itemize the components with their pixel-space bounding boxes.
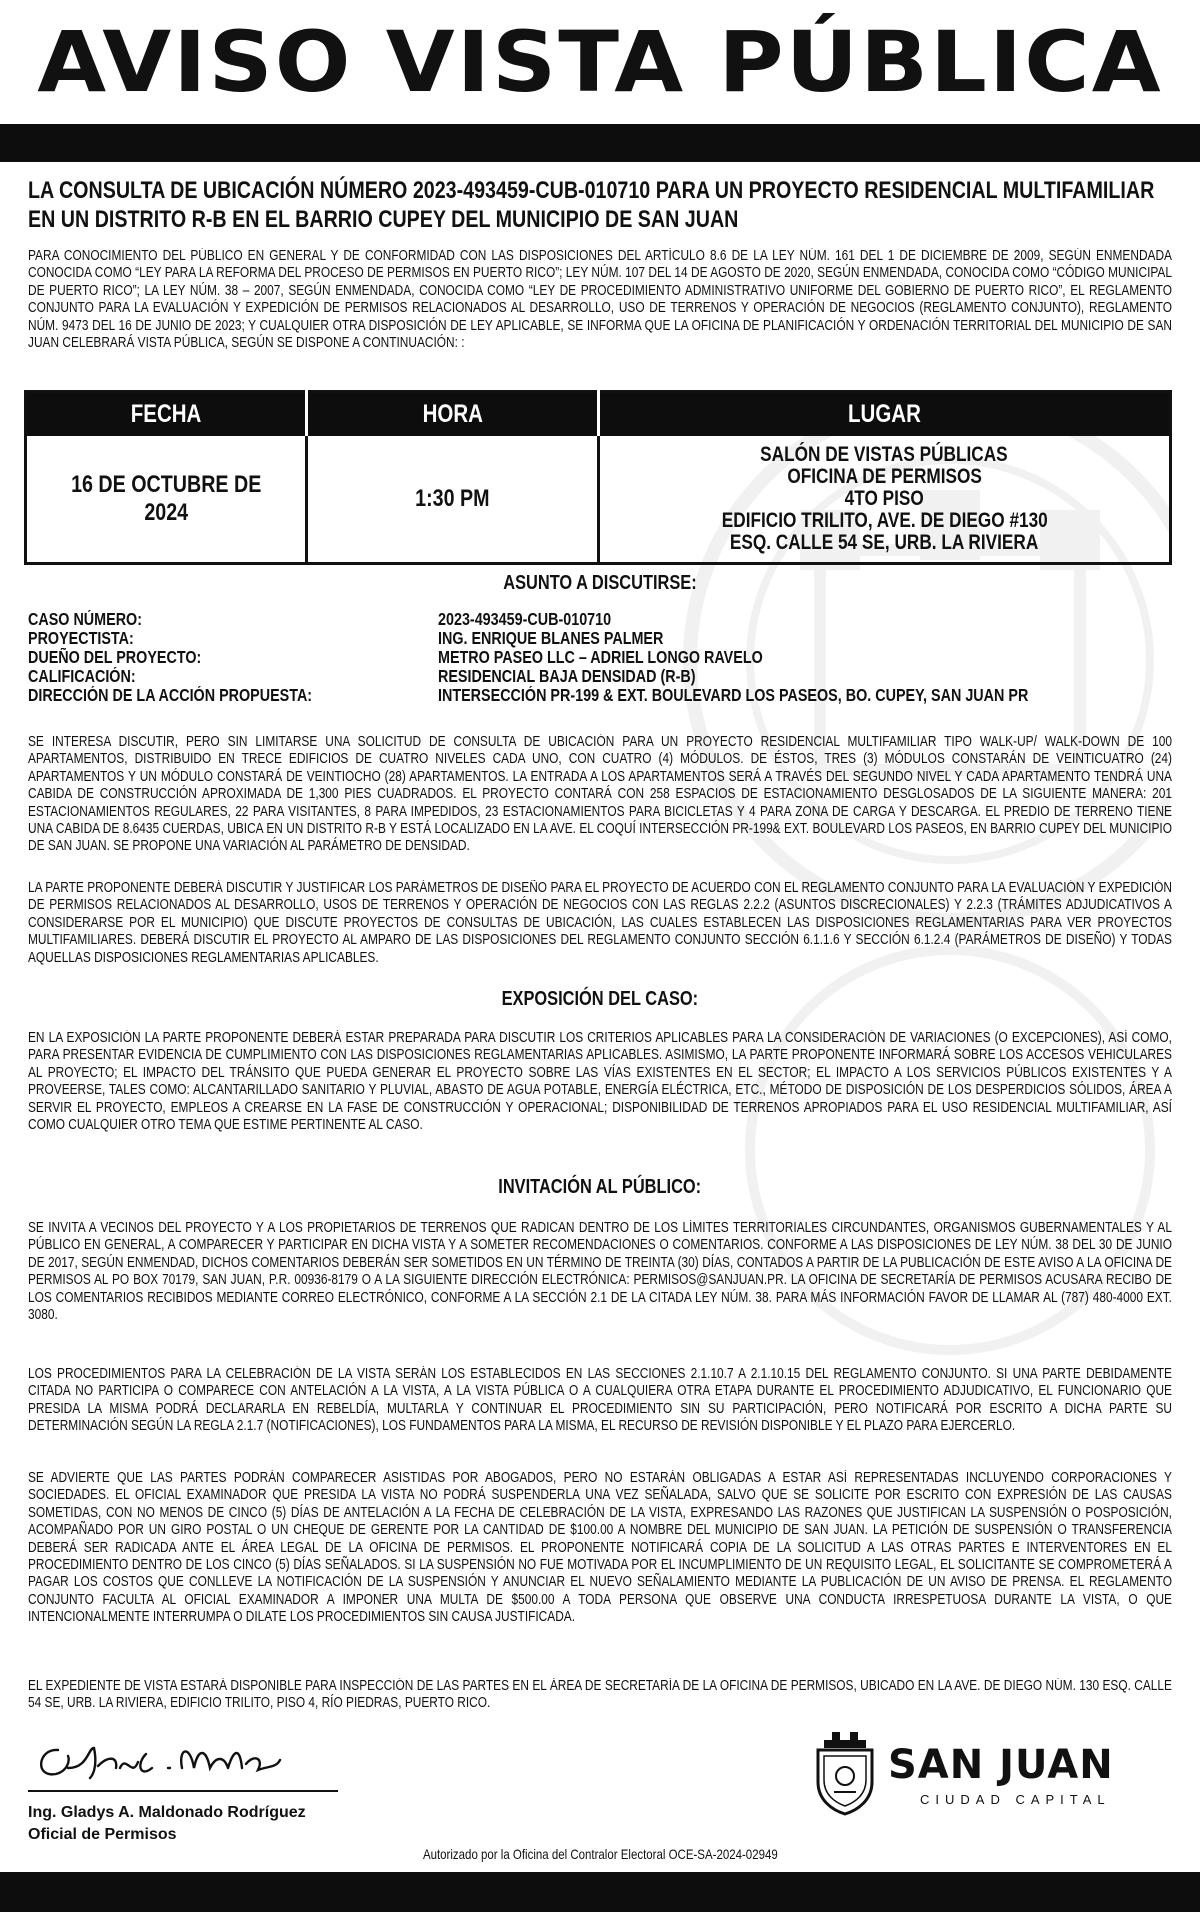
signature-block [28, 1738, 388, 1846]
hearing-date: 16 DE OCTUBRE DE 2024 [71, 470, 262, 526]
project-description-paragraph: SE INTERESA DISCUTIR, PERO SIN LIMITARSE UNA SOLICITUD DE CONSULTA DE UBICACIÓN PARA UN PROYECTO RESIDENCIAL MULTIFAMILIAR TIPO WALK-UP/ WALK-DOWN DE 100 APARTAMENTOS, DISTRIBUIDO EN TRECE EDIFICIOS DE CUATRO NIVELES CADA UNO, CON CUATRO (4) MÓDULOS. DE ÉSTOS, TRES (3) MÓDULOS CONSTARÁN DE VEINTICUATRO (24) APARTAMENTOS Y UN MÓDULO CONSTARÁ DE VEINTIOCHO (28) APARTAMENTOS. LA ENTRADA A LOS APARTAMENTOS SERÁ A TRAVÉS DEL SEGUNDO NIVEL Y CADA APARTAMENTO TENDRÁ UNA CABIDA DE CONSTRUCCIÓN APROXIMADA DE 1,300 PIES CUADRADOS. EL PROYECTO CONTARÁ CON 258 ESPACIOS DE ESTACIONAMIENTO DESGLOSADOS DE LA SIGUIENTE MANERA: 201 ESTACIONAMIENTOS REGULARES, 22 PARA VISITANTES, 8 PARA IMPEDIDOS, 23 ESTACIONAMIENTOS PARA BICICLETAS Y 4 PARA ZONA DE CARGA Y DESCARGA. EL PREDIO DE TERRENO TIENE UNA CABIDA DE 8.6435 CUERDAS, UBICA EN UN DISTRITO R-B Y ESTÁ LOCALIZADO EN LA AVE. EL COQUÍ INTERSECCIÓN PR-199& EXT. BOULEVARD LOS PASEOS, EN BARRIO CUPEY DEL MUNICIPIO DE SAN JUAN. SE PROPONE UNA VARIACIÓN AL PARÁMETRO DE DENSIDAD. [28, 734, 1172, 855]
handwritten-signature-icon [28, 1738, 288, 1788]
case-value: INTERSECCIÓN PR-199 & EXT. BOULEVARD LOS PASEOS, BO. CUPEY, SAN JUAN PR [438, 686, 1029, 705]
procedures-paragraph: LOS PROCEDIMIENTOS PARA LA CELEBRACIÓN DE LA VISTA SERÁN LOS ESTABLECIDOS EN LAS SECCIONES 2.1.10.7 A 2.1.10.15 DEL REGLAMENTO CONJUNTO. SI UNA PARTE DEBIDAMENTE CITADA NO PARTICIPA O COMPARECE CON ANTELACIÓN A LA VISTA, A LA VISTA PÚBLICA O A CUALQUIERA OTRA ETAPA DURANTE EL PROCEDIMIENTO ADJUDICATIVO, EL FUNCIONARIO QUE PRESIDA LA MISMA PODRÁ DECLARARLA EN REBELDÍA, MULTARLA Y CONTINUAR EL PROCEDIMIENTO SIN SU PARTICIPACIÓN, PERO NOTIFICARÁ POR ESCRITO A DICHA PARTE SU DETERMINACIÓN SEGÚN LA REGLA 2.1.7 (NOTIFICACIONES), LOS FUNDAMENTOS PARA LA MISMA, EL RECURSO DE REVISIÓN DISPONIBLE Y EL PLAZO PARA EJERCERLO. [28, 1366, 1172, 1435]
case-label: PROYECTISTA: [28, 629, 134, 648]
location-line: OFICINA DE PERMISOS [787, 464, 982, 488]
case-label: CASO NÚMERO: [28, 610, 143, 629]
case-value: 2023-493459-CUB-010710 [438, 610, 612, 629]
notice-subject-block [28, 176, 1172, 356]
authorization-note: Autorizado por la Oficina del Contralor Electoral OCE-SA-2024-02949 [422, 1846, 778, 1862]
invitation-paragraph: SE INVITA A VECINOS DEL PROYECTO Y A LOS PROPIETARIOS DE TERRENOS QUE RADICAN DENTRO DE LOS LÍMITES TERRITORIALES CIRCUNDANTES, ORGANISMOS GUBERNAMENTALES Y AL PÚBLICO EN GENERAL, A COMPARECER Y PARTICIPAR EN DICHA VISTA Y A SOMETER RECOMENDACIONES O COMENTARIOS. CONFORME A LAS DISPOSICIONES DE LEY NÚM. 38 DEL 30 DE JUNIO DE 2017, SEGÚN ENMENDAD, DICHOS COMENTARIOS DEBERÁN SER SOMETIDOS EN UN TÉRMINO DE TREINTA (30) DÍAS, CONTADOS A PARTIR DE LA PUBLICACIÓN DE ESTE AVISO A LA OFICINA DE PERMISOS AL PO BOX 70179, SAN JUAN, P.R. 00936-8179 O A LA SIGUIENTE DIRECCIÓN ELECTRÓNICA: PERMISOS@SANJUAN.PR. LA OFICINA DE SECRETARÍA DE PERMISOS ACUSARA RECIBO DE LOS COMENTARIOS RECIBIDOS MEDIANTE CORREO ELECTRÓNICO, CONFORME A LA SECCIÓN 2.1 DE LA CITADA LEY NÚM. 38. PARA MÁS INFORMACIÓN FAVOR DE LLAMAR AL (787) 480-4000 EXT. 3080. [28, 1220, 1172, 1324]
signature-line [28, 1790, 338, 1792]
case-row [28, 648, 1172, 667]
notice-title: AVISO VISTA PÚBLICA [37, 13, 1163, 111]
logo-brand: SAN JUAN [888, 1742, 1114, 1788]
exposicion-heading: EXPOSICIÓN DEL CASO: [501, 988, 699, 1010]
case-label: DUEÑO DEL PROYECTO: [28, 648, 202, 667]
location-line: 4TO PISO [844, 486, 924, 510]
schedule-header-row [26, 392, 1171, 436]
san-juan-logo [810, 1730, 1150, 1820]
case-row [28, 629, 1172, 648]
case-value: RESIDENCIAL BAJA DENSIDAD (R-B) [438, 667, 696, 686]
logo-tagline: CIUDAD CAPITAL [920, 1792, 1111, 1807]
signer-title: Oficial de Permisos [28, 1826, 177, 1843]
invitacion-heading: INVITACIÓN AL PÚBLICO: [498, 1176, 702, 1198]
case-value: ING. ENRIQUE BLANES PALMER [438, 629, 664, 648]
hearing-time: 1:30 PM [307, 436, 598, 564]
header-fecha: FECHA [26, 392, 307, 436]
header-lugar: LUGAR [598, 392, 1170, 436]
case-value: METRO PASEO LLC – ADRIEL LONGO RAVELO [438, 648, 763, 667]
case-row [28, 610, 1172, 629]
header-hora: HORA [307, 392, 598, 436]
top-black-bar [0, 124, 1200, 162]
schedule-data-row [26, 436, 1171, 564]
case-label: DIRECCIÓN DE LA ACCIÓN PROPUESTA: [28, 686, 313, 705]
location-line: ESQ. CALLE 54 SE, URB. LA RIVIERA [730, 530, 1039, 554]
hearing-location [598, 436, 1170, 564]
notice-subject: LA CONSULTA DE UBICACIÓN NÚMERO 2023-493459-CUB-010710 PARA UN PROYECTO RESIDENCIAL MULTIFAMILIAR EN UN DISTRITO R-B EN EL BARRIO CUPEY DEL MUNICIPIO DE SAN JUAN [28, 177, 1155, 233]
signer-name: Ing. Gladys A. Maldonado Rodríguez [28, 1804, 306, 1821]
design-parameters-paragraph: LA PARTE PROPONENTE DEBERÁ DISCUTIR Y JUSTIFICAR LOS PARÁMETROS DE DISEÑO PARA EL PROYECTO DE ACUERDO CON EL REGLAMENTO CONJUNTO PARA LA EVALUACIÓN Y EXPEDICIÓN DE PERMISOS RELACIONADOS AL DESARROLLO, USOS DE TERRENOS Y OPERACIÓN DE NEGOCIOS CON LAS REGLAS 2.2.2 (ASUNTOS DISCRECIONALES) Y 2.2.3 (TRÁMITES ADJUDICATIVOS A CONSIDERARSE POR EL MUNICIPIO) QUE DISCUTE PROYECTOS DE CONSULTAS DE UBICACIÓN, LAS CUALES ESTABLECEN LAS DISPOSICIONES REGLAMENTARIAS PARA VER PROYECTOS MULTIFAMILIARES. DEBERÁ DISCUTIR EL PROYECTO AL AMPARO DE LAS DISPOSICIONES DEL REGLAMENTO CONJUNTO SECCIÓN 6.1.1.6 Y SECCIÓN 6.1.2.4 (PARÁMETROS DE DISEÑO) Y TODAS AQUELLAS DISPOSICIONES REGLAMENTARIAS APLICABLES. [28, 880, 1172, 966]
intro-paragraph: PARA CONOCIMIENTO DEL PÚBLICO EN GENERAL Y DE CONFORMIDAD CON LAS DISPOSICIONES DEL ARTÍCULO 8.6 DE LA LEY NÚM. 161 DEL 1 DE DICIEMBRE DE 2009, SEGÚN ENMENDADA CONOCIDA COMO “LEY PARA LA REFORMA DEL PROCESO DE PERMISOS EN PUERTO RICO”; LEY NÚM. 107 DEL 14 DE AGOSTO DE 2020, SEGÚN ENMENDADA, CONOCIDA COMO “CÓDIGO MUNICIPAL DE PUERTO RICO”; LA LEY NÚM. 38 – 2007, SEGÚN ENMENDADA, CONOCIDA COMO “LEY DE PROCEDIMIENTO ADMINISTRATIVO UNIFORME DEL GOBIERNO DE PUERTO RICO”, EL REGLAMENTO CONJUNTO PARA LA EVALUACIÓN Y EXPEDICIÓN DE PERMISOS RELACIONADOS AL DESARROLLO, USO DE TERRENOS Y OPERACIÓN DE NEGOCIOS (REGLAMENTO CONJUNTO), REGLAMENTO NÚM. 9473 DEL 16 DE JUNIO DE 2023; Y CUALQUIER OTRA DISPOSICIÓN DE LEY APLICABLE, SE INFORMA QUE LA OFICINA DE PLANIFICACIÓN Y ORDENACIÓN TERRITORIAL DEL MUNICIPIO DE SAN JUAN CELEBRARÁ VISTA PÚBLICA, SEGÚN SE DISPONE A CONTINUACIÓN: : [28, 248, 1172, 352]
warning-paragraph: SE ADVIERTE QUE LAS PARTES PODRÁN COMPARECER ASISTIDAS POR ABOGADOS, PERO NO ESTARÁN OBLIGADAS A ESTAR ASÍ REPRESENTADAS INCLUYENDO CORPORACIONES Y SOCIEDADES. EL OFICIAL EXAMINADOR QUE PRESIDA LA VISTA NO PODRÁ SUSPENDERLA UNA VEZ SEÑALADA, SALVO QUE SE SOLICITE POR ESCRITO CON EXPRESIÓN DE LAS CAUSAS SOMETIDAS, CON NO MENOS DE CINCO (5) DÍAS DE ANTELACIÓN A LA FECHA DE CELEBRACIÓN DE LA VISTA, EXPRESANDO LAS RAZONES QUE JUSTIFICAN LA SUSPENSIÓN O POSPOSICIÓN, ACOMPAÑADO POR UN GIRO POSTAL O UN CHEQUE DE GERENTE POR LA CANTIDAD DE $100.00 A NOMBRE DEL MUNICIPIO DE SAN JUAN. LA PETICIÓN DE SUSPENSIÓN O TRANSFERENCIA DEBERÁ SER RADICADA ANTE EL ÁREA LEGAL DE LA OFICINA DE PERMISOS. EL PROPONENTE NOTIFICARÁ COPIA DE LA SOLICITUD A LAS OTRAS PARTES E INTERVENTORES EN EL PROCEDIMIENTO DENTRO DE LOS CINCO (5) DÍAS SEÑALADOS. SI LA SUSPENSIÓN NO FUE MOTIVADA POR EL INCUMPLIMIENTO DE UN REQUISITO LEGAL, EL SOLICITANTE SE COMPROMETERÁ A PAGAR LOS COSTOS QUE CONLLEVE LA NOTIFICACIÓN DE LA SUSPENSIÓN Y ANUNCIAR EL NUEVO SEÑALAMIENTO MEDIANTE LA PUBLICACIÓN DE UN AVISO DE PRENSA. EL REGLAMENTO CONJUNTO FACULTA AL OFICIAL EXAMINADOR A IMPONER UNA MULTA DE $500.00 A TODA PERSONA QUE OBSERVE UNA CONDUCTA IRRESPETUOSA DURANTE LA VISTA, O QUE INTENCIONALMENTE INTERRUMPA O DILATE LOS PROCEDIMIENTOS SIN CAUSA JUSTIFICADA. [28, 1470, 1172, 1626]
case-label: CALIFICACIÓN: [28, 667, 136, 686]
file-availability-paragraph: EL EXPEDIENTE DE VISTA ESTARÁ DISPONIBLE PARA INSPECCIÓN DE LAS PARTES EN EL ÁREA DE SECRETARÍA DE LA OFICINA DE PERMISOS, UBICADO EN LA AVE. DE DIEGO NÚM. 130 ESQ. CALLE 54 SE, URB. LA RIVIERA, EDIFICIO TRILITO, PISO 4, RÍO PIEDRAS, PUERTO RICO. [28, 1678, 1172, 1712]
exposicion-paragraph: EN LA EXPOSICIÓN LA PARTE PROPONENTE DEBERÁ ESTAR PREPARADA PARA DISCUTIR LOS CRITERIOS APLICABLES PARA LA CONSIDERACIÓN DE VARIACIONES (O EXCEPCIONES), ASÍ COMO, PARA PRESENTAR EVIDENCIA DE CUMPLIMIENTO CON LAS DISPOSICIONES REGLAMENTARIAS APLICABLES. ASIMISMO, LA PARTE PROPONENTE INFORMARÁ SOBRE LOS ACCESOS VEHICULARES AL PROYECTO; EL IMPACTO DEL TRÁNSITO QUE PUEDA GENERAR EL PROYECTO SOBRE LAS VÍAS EXISTENTES EN EL SECTOR; EL IMPACTO A LOS SERVICIOS PÚBLICOS EXISTENTES Y A PROVEERSE, TALES COMO: ALCANTARILLADO SANITARIO Y PLUVIAL, ABASTO DE AGUA POTABLE, ENERGÍA ELÉCTRICA, ETC., MÉTODO DE DISPOSICIÓN DE LOS DESPERDICIOS SÓLIDOS, ÁREA A SERVIR EL PROYECTO, EMPLEOS A CREARSE EN LA FASE DE CONSTRUCCIÓN Y OPERACIONAL; DISPONIBILIDAD DE TERRENOS APROPIADOS PARA EL USO RESIDENCIAL MULTIFAMILIAR, ASÍ COMO CUALQUIER OTRO TEMA QUE ESTIME PERTINENTE AL CASO. [28, 1030, 1172, 1134]
location-line: EDIFICIO TRILITO, AVE. DE DIEGO #130 [721, 508, 1048, 532]
case-details [28, 610, 1172, 705]
asunto-heading: ASUNTO A DISCUTIRSE: [503, 572, 697, 594]
schedule-table [24, 390, 1172, 565]
bottom-black-bar [0, 1872, 1200, 1912]
location-line: SALÓN DE VISTAS PÚBLICAS [760, 442, 1009, 466]
case-row [28, 686, 1172, 705]
masthead [0, 0, 1200, 124]
case-row [28, 667, 1172, 686]
coat-of-arms-icon [810, 1730, 880, 1816]
